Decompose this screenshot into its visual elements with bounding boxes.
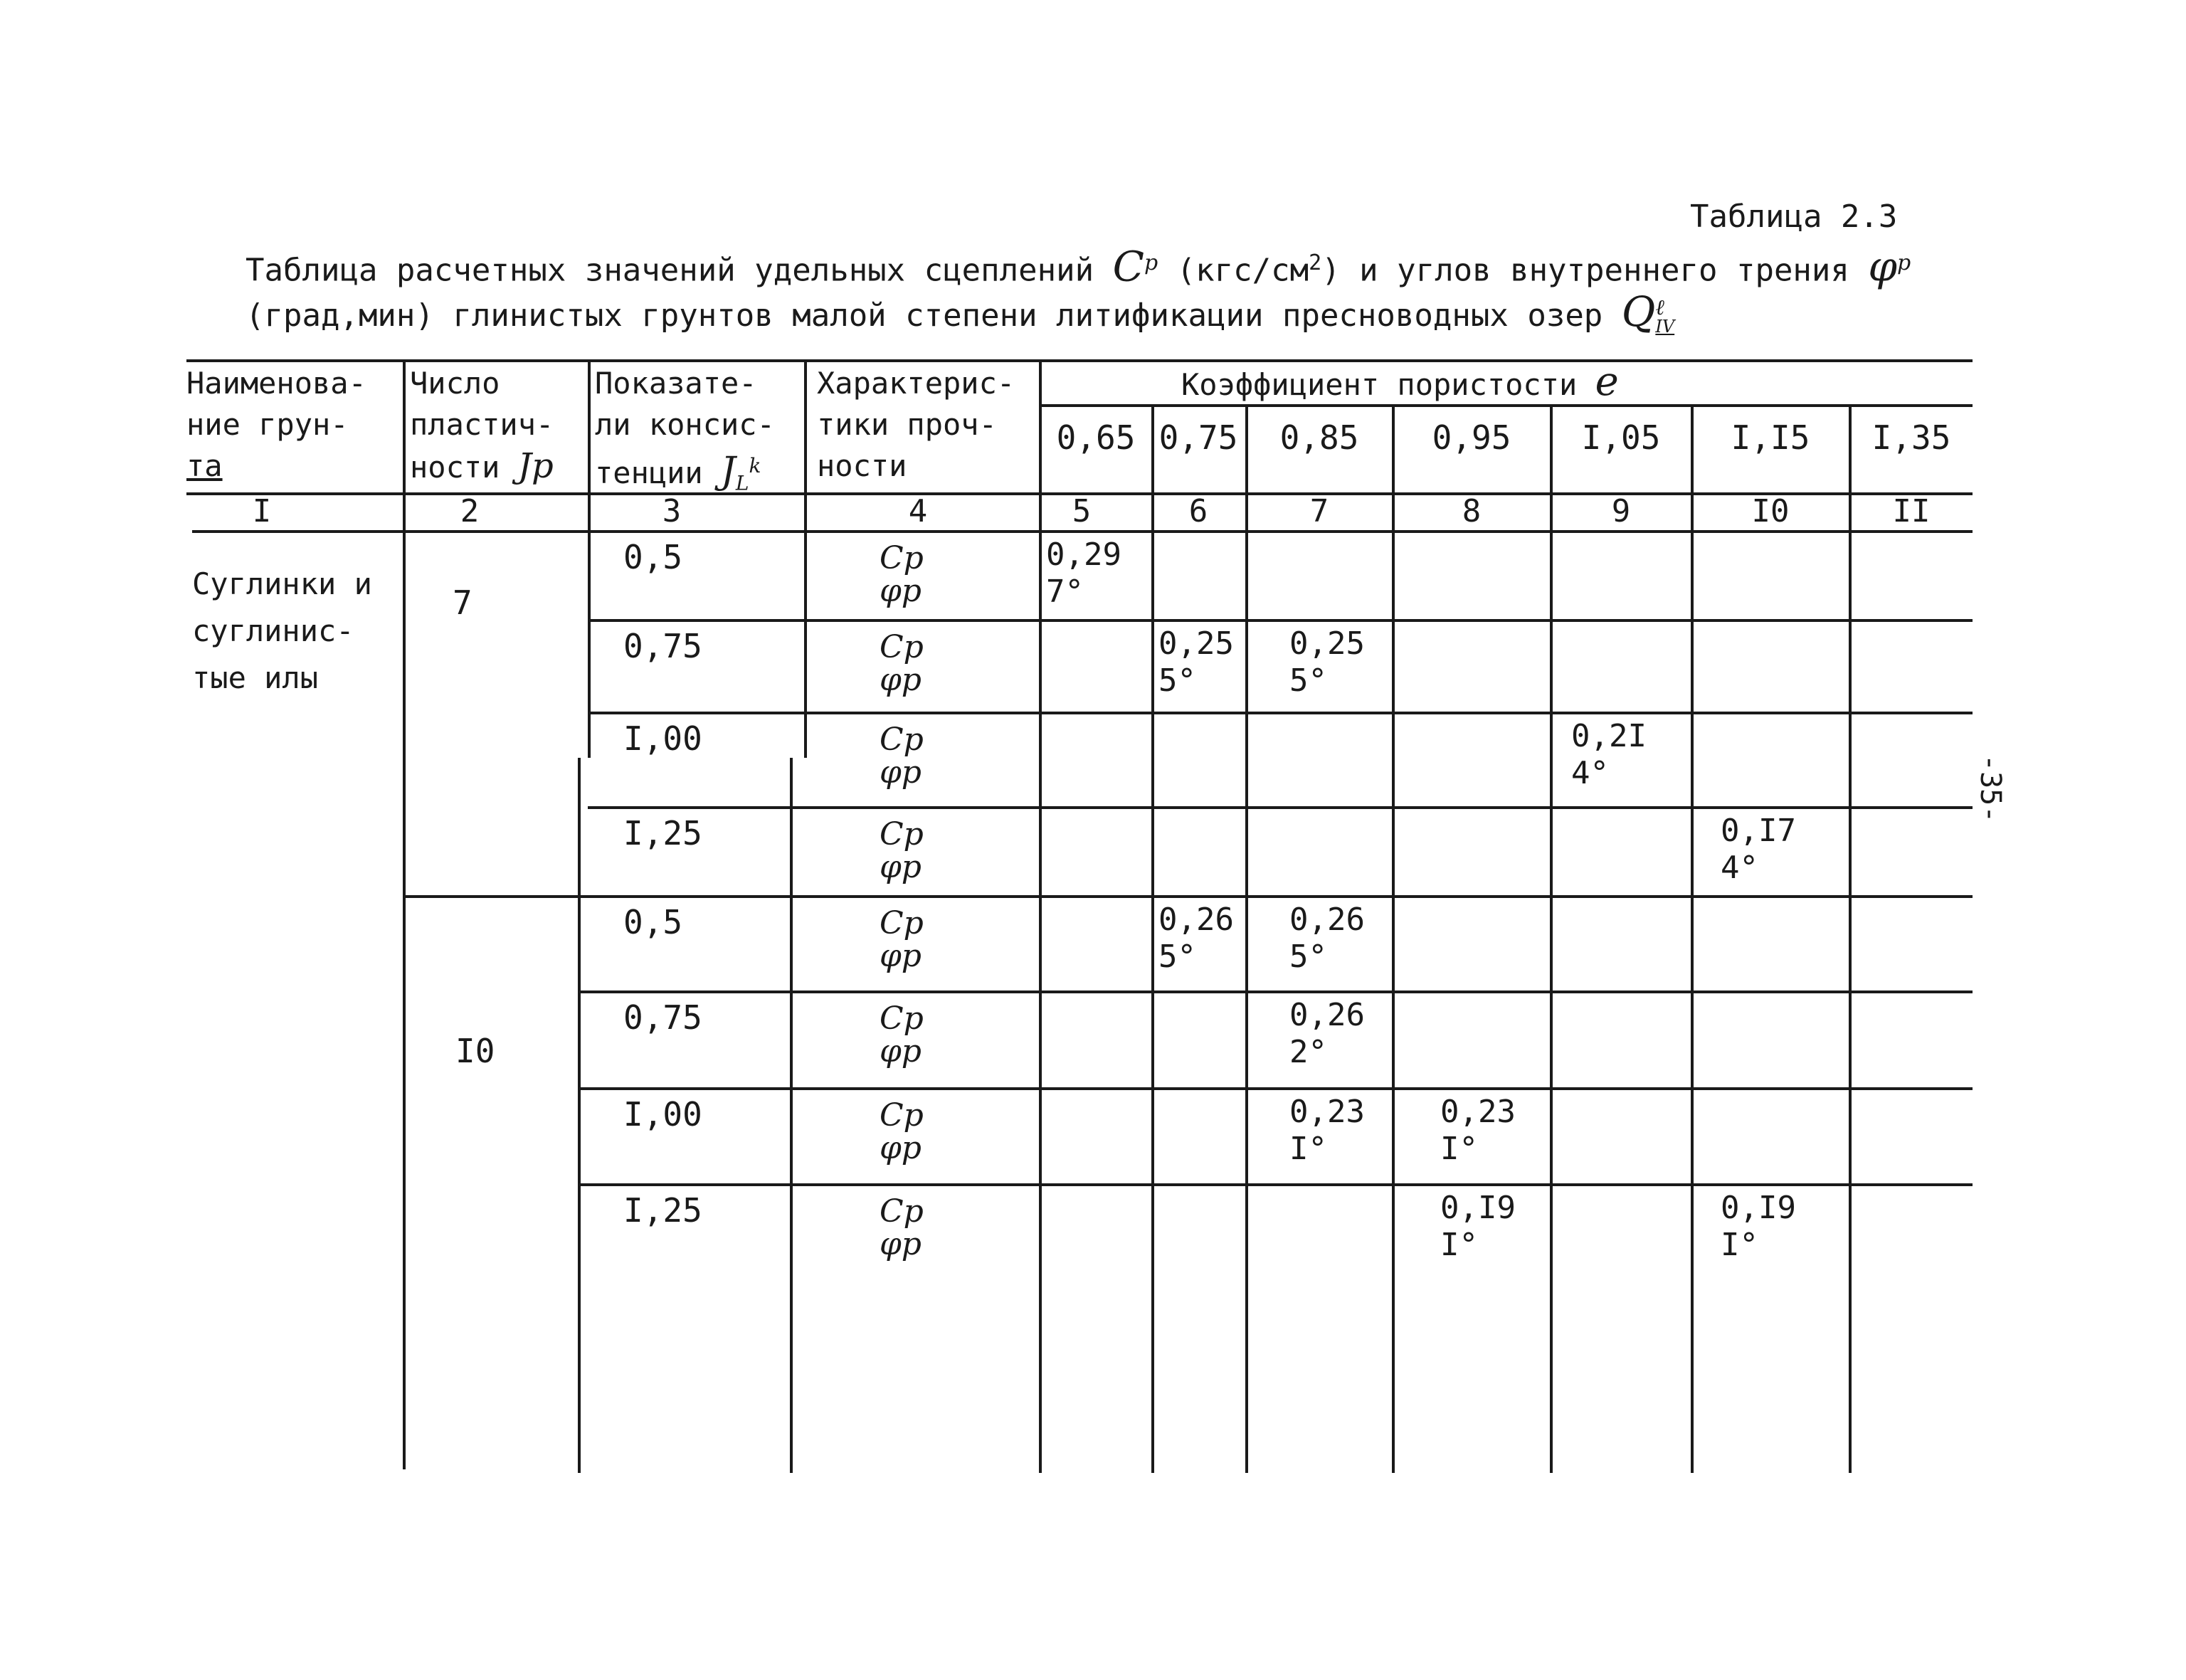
column-rule [1550, 404, 1553, 1473]
porosity-value: 0,85 [1279, 418, 1359, 457]
column-rule [1849, 404, 1852, 1473]
consistency-value: 0,75 [623, 998, 702, 1037]
strength-c-label: Cp [880, 816, 924, 852]
plasticity-symbol: Jp [517, 446, 554, 486]
porosity-value: I,35 [1871, 418, 1951, 457]
table-cell-value [1440, 1094, 1516, 1168]
column-number: 8 [1462, 493, 1482, 529]
table-cell-value [1158, 902, 1234, 976]
page-number: -35- [1974, 754, 2007, 823]
friction-angle-value: 7° [1046, 574, 1084, 610]
cohesion-value: 0,29 [1046, 537, 1121, 573]
cohesion-value: 0,26 [1289, 902, 1365, 938]
column-number: I0 [1751, 493, 1790, 529]
consistency-value: 0,75 [623, 627, 702, 665]
soil-name-line: суглинис- [192, 613, 354, 648]
phi-superscript: p [1897, 250, 1911, 275]
group-rule [403, 895, 1973, 898]
header-line: Число [410, 366, 500, 401]
header-consistency [595, 363, 775, 504]
header-line: ли консис- [595, 407, 775, 442]
row-rule [579, 990, 1973, 993]
cohesion-value: 0,25 [1158, 625, 1234, 662]
strength-c-label: Cp [880, 629, 924, 665]
cohesion-value: 0,I9 [1721, 1190, 1796, 1226]
porosity-label: Коэффициент пористости [1181, 367, 1578, 402]
strength-phi-label: φp [880, 849, 922, 885]
friction-angle-value: I° [1721, 1227, 1758, 1263]
unit-superscript: 2 [1309, 250, 1322, 275]
table-cell-value [1721, 1190, 1796, 1264]
table-cell-value [1289, 997, 1365, 1071]
header-line: та [186, 448, 223, 483]
row-rule [579, 1183, 1973, 1186]
header-line: пластич- [410, 407, 554, 442]
column-rule [1151, 404, 1154, 1473]
column-rule [804, 359, 807, 758]
column-rule [588, 359, 591, 758]
friction-angle-value: 5° [1289, 662, 1327, 699]
row-rule [588, 806, 1973, 809]
strength-c-label: Cp [880, 905, 924, 941]
table-cell-value [1289, 625, 1365, 699]
cohesion-value: 0,25 [1289, 625, 1365, 662]
friction-angle-value: I° [1289, 1131, 1327, 1167]
column-number: 9 [1611, 493, 1631, 529]
q-superscript: ℓ [1655, 295, 1664, 320]
table-top-rule [186, 359, 1973, 362]
row-rule [588, 712, 1973, 714]
cohesion-value: 0,2I [1571, 718, 1647, 754]
column-rule [1392, 404, 1395, 1473]
table-cell-value [1289, 902, 1365, 976]
column-rule [790, 758, 793, 1473]
consistency-value: I,25 [623, 814, 702, 852]
strength-phi-label: φp [880, 573, 922, 609]
row-rule [588, 619, 1973, 622]
header-soil-name [186, 363, 366, 487]
friction-angle-value: 4° [1721, 850, 1758, 886]
column-rule [1691, 404, 1694, 1473]
q-subscript: IV [1655, 317, 1675, 337]
table-title-line-2 [245, 287, 1675, 337]
strength-phi-label: φp [880, 938, 922, 974]
phi-symbol: φ [1868, 242, 1898, 291]
porosity-value: I,05 [1581, 418, 1661, 457]
unit-text-after: ) и углов внутреннего трения [1321, 252, 1849, 289]
strength-phi-label: φp [880, 1130, 922, 1166]
column-rule [1039, 359, 1042, 1473]
strength-phi-label: φp [880, 1033, 922, 1069]
consistency-sub: L [735, 471, 749, 495]
header-line-text: ности [410, 450, 500, 485]
soil-name-line: тые илы [192, 660, 319, 695]
header-line [410, 445, 554, 488]
table-cell-value [1721, 813, 1796, 887]
friction-angle-value: 2° [1289, 1034, 1327, 1070]
header-line-text: тенции [595, 455, 703, 490]
column-number: 6 [1188, 493, 1208, 529]
friction-angle-value: 5° [1158, 662, 1196, 699]
q-index [1655, 295, 1675, 337]
friction-angle-value: 4° [1571, 755, 1609, 791]
column-rule [403, 359, 406, 1469]
soil-name [192, 561, 372, 702]
header-plasticity [410, 363, 554, 488]
column-rule [578, 758, 581, 1473]
plasticity-value: 7 [453, 583, 472, 622]
table-cell-value [1158, 625, 1234, 699]
consistency-value: I,00 [623, 719, 702, 758]
porosity-value: 0,95 [1432, 418, 1511, 457]
strength-c-label: Cp [880, 1000, 924, 1037]
column-number: 3 [662, 493, 682, 529]
cohesion-value: 0,26 [1289, 997, 1365, 1033]
porosity-value: 0,65 [1056, 418, 1136, 457]
header-line: тики проч- [817, 407, 997, 442]
plasticity-value: I0 [455, 1032, 495, 1070]
cohesion-value: 0,I9 [1440, 1190, 1516, 1226]
c-symbol: C [1112, 242, 1144, 291]
friction-angle-value: I° [1440, 1131, 1478, 1167]
header-line: Характерис- [817, 366, 1015, 401]
header-line: Показате- [595, 366, 757, 401]
table-cell-value [1571, 718, 1647, 792]
header-line: ности [817, 448, 907, 483]
consistency-value: 0,5 [623, 538, 683, 576]
title-text-2: (град,мин) глинистых грунтов малой степени литификации пресноводных озер [245, 297, 1603, 334]
column-rule [1245, 404, 1248, 1473]
consistency-value: I,00 [623, 1095, 702, 1134]
porosity-symbol: e [1595, 359, 1619, 405]
table-title-line-1 [245, 242, 1911, 291]
column-number: II [1892, 493, 1931, 529]
strength-c-label: Cp [880, 1097, 924, 1134]
column-number: 4 [908, 493, 928, 529]
q-symbol: Q [1621, 287, 1656, 336]
column-number: I [252, 493, 272, 529]
friction-angle-value: 5° [1289, 939, 1327, 975]
porosity-value: I,I5 [1731, 418, 1810, 457]
consistency-value: 0,5 [623, 903, 683, 941]
table-number: Таблица 2.3 [1690, 199, 1898, 235]
cohesion-value: 0,I7 [1721, 813, 1796, 849]
strength-phi-label: φp [880, 754, 922, 791]
consistency-symbol: J [721, 450, 736, 492]
column-number: 7 [1309, 493, 1329, 529]
table-cell-value [1289, 1094, 1365, 1168]
porosity-value: 0,75 [1158, 418, 1238, 457]
header-line: ние грун- [186, 407, 349, 442]
strength-c-label: Cp [880, 1193, 924, 1230]
consistency-sup: k [749, 454, 761, 477]
unit-text-before: (кгс/см [1176, 252, 1309, 289]
friction-angle-value: I° [1440, 1227, 1478, 1263]
c-superscript: p [1144, 250, 1158, 275]
table-cell-value [1440, 1190, 1516, 1264]
friction-angle-value: 5° [1158, 939, 1196, 975]
cohesion-value: 0,23 [1289, 1094, 1365, 1130]
row-rule [579, 1087, 1973, 1090]
header-porosity [1181, 361, 1619, 406]
strength-phi-label: φp [880, 662, 922, 698]
header-line: Наименова- [186, 366, 366, 401]
cohesion-value: 0,26 [1158, 902, 1234, 938]
strength-phi-label: φp [880, 1226, 922, 1262]
column-number: 2 [460, 493, 480, 529]
strength-c-label: Cp [880, 722, 924, 758]
column-number: 5 [1072, 493, 1092, 529]
header-strength [817, 363, 1015, 487]
title-text-1: Таблица расчетных значений удельных сцеплений [245, 252, 1094, 289]
table-cell-value [1046, 537, 1121, 611]
strength-c-label: Cp [880, 540, 924, 576]
consistency-value: I,25 [623, 1191, 702, 1230]
soil-name-line: Суглинки и [192, 566, 372, 601]
cohesion-value: 0,23 [1440, 1094, 1516, 1130]
